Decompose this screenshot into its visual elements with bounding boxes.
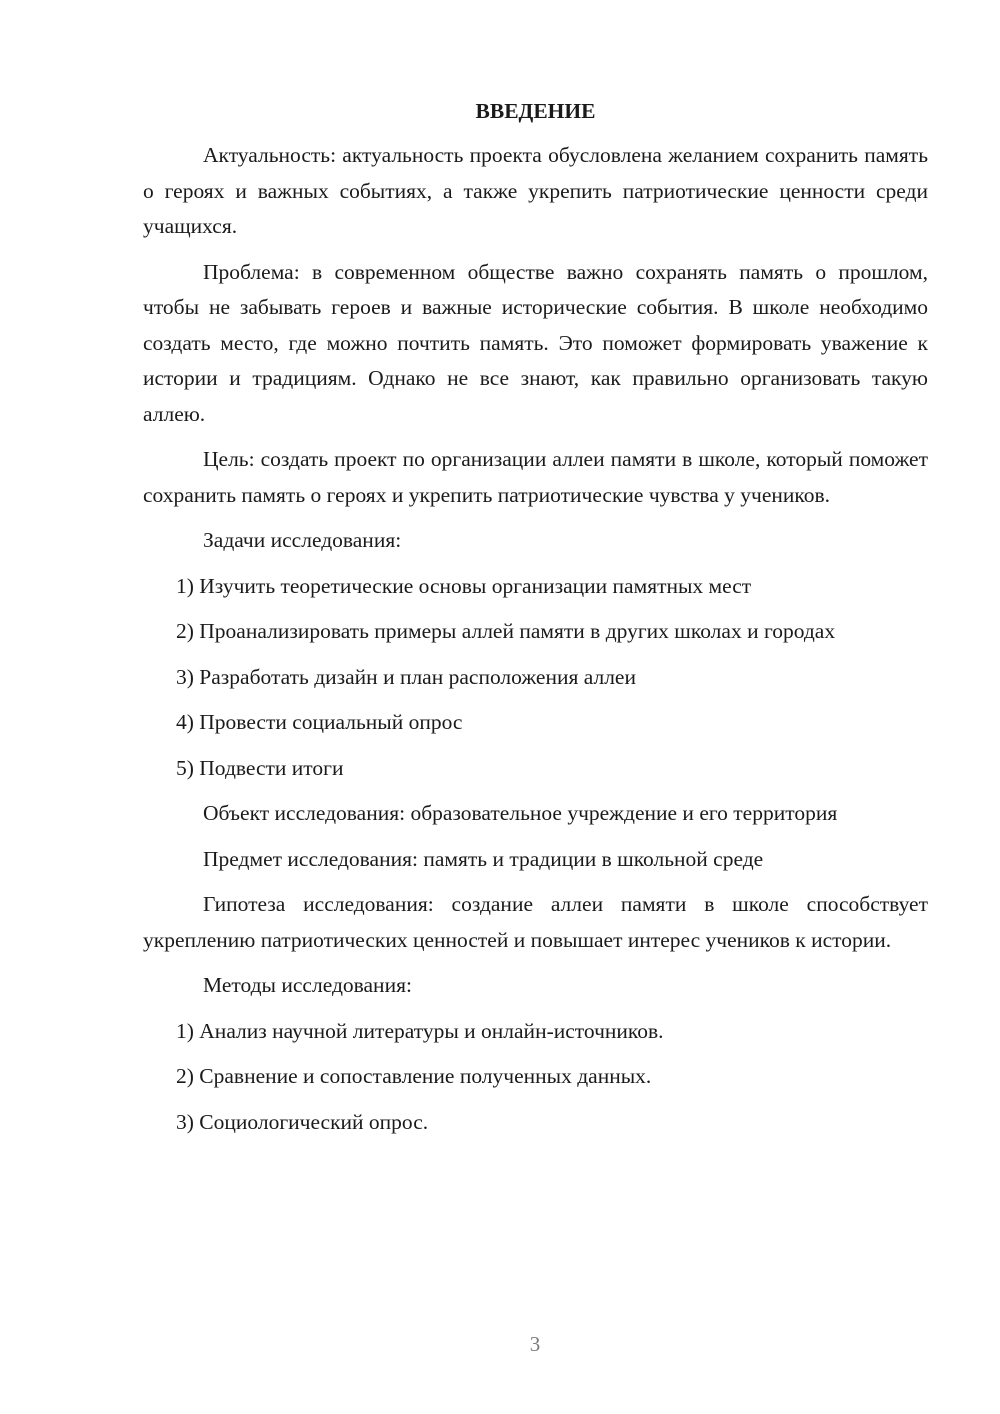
subject-paragraph: Предмет исследования: память и традиции в школьной среде bbox=[203, 846, 764, 871]
method-item: 3) Социологический опрос. bbox=[176, 1109, 429, 1134]
method-item: 2) Сравнение и сопоставление полученных данных. bbox=[176, 1064, 652, 1088]
tasks-heading: Задачи исследования: bbox=[203, 528, 402, 552]
method-item: 1) Анализ научной литературы и онлайн-источников. bbox=[176, 1018, 664, 1043]
task-item: 2) Проанализировать примеры аллей памяти в других школах и городах bbox=[176, 619, 836, 643]
methods-heading: Методы исследования: bbox=[203, 973, 412, 997]
task-item: 5) Подвести итоги bbox=[176, 755, 344, 780]
problem-paragraph: Проблема: в современном обществе важно сохранять память о прошлом, чтобы не забывать героев и важные исторические события. В школе необходимо создать место, где можно почтить память. Это поможет формировать уважение к истории и традициям. Однако не все знают, как правильно организовать такую аллею. bbox=[143, 259, 928, 426]
page-number: 3 bbox=[529, 1332, 541, 1356]
section-title: ВВЕДЕНИЕ bbox=[475, 99, 596, 123]
goal-paragraph: Цель: создать проект по организации аллеи памяти в школе, который поможет сохранить память о героях и укрепить патриотические чувства у учеников. bbox=[143, 447, 928, 507]
hypothesis-paragraph: Гипотеза исследования: создание аллеи памяти в школе способствует укреплению патриотических ценностей и повышает интерес учеников к истории. bbox=[143, 892, 928, 952]
page-content bbox=[143, 94, 928, 1150]
object-paragraph: Объект исследования: образовательное учреждение и его территория bbox=[203, 801, 838, 825]
task-item: 1) Изучить теоретические основы организации памятных мест bbox=[176, 573, 752, 598]
task-item: 4) Провести социальный опрос bbox=[176, 710, 463, 734]
task-item: 3) Разработать дизайн и план расположения аллеи bbox=[176, 664, 636, 689]
relevance-paragraph: Актуальность: актуальность проекта обусловлена желанием сохранить память о героях и важных событиях, а также укрепить патриотические ценности среди учащихся. bbox=[143, 143, 928, 238]
